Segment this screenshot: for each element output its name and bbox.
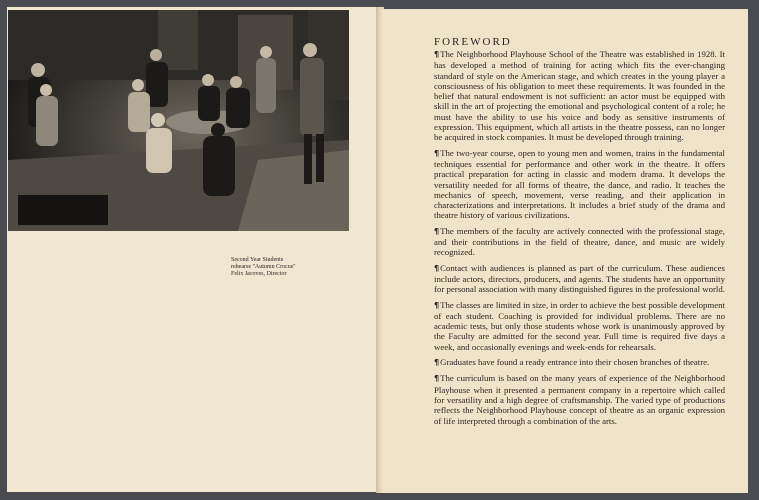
paragraph-text: Graduates have found a ready entrance into their chosen branches of theatre. [440,357,710,368]
paragraph-mark-icon: ¶ [434,300,440,310]
paragraph-text: The two-year course, open to young men and women, trains in the fundamental techniques essential for performance and other work in the theatre. It offers practical preparation for acting in classic and modern drama. It develops the versatility needed for all forms of theatre, the dance, and radio. It teaches the mechanics of speech, movement, verse reading, and their application in characterizations and interpretations. It includes a brief study of the drama and theatre history of various civilizations. [434,147,725,221]
foreword-title: FOREWORD [434,36,512,48]
caption-line: rehearse "Autumn Crocus" [231,264,296,271]
paragraph-mark-icon: ¶ [434,50,440,59]
paragraph-text: The classes are limited in size, in order to achieve the best possible development of each student. Coaching is provided for individual problems. There are no academic tests, but only those students whose work is unanimously approved by the Faculty are admitted for the second year. Full time is required five days a week, and occasionally evenings and week-ends for rehearsals. [434,299,725,352]
rehearsal-photo [8,10,349,231]
foreword-paragraph [434,148,725,221]
paragraph-mark-icon: ¶ [434,374,440,384]
paragraph-mark-icon: ¶ [434,263,440,273]
foreword-paragraph [434,373,725,425]
paragraph-text: The Neighborhood Playhouse School of the Theatre was established in 1928. It has developed a method of training for acting which fits the ever-changing standard of style on the American stage, and which creates in the young player a consciousness of his obligation to meet these requirements. It was founded in the belief that natural endowment is not sufficient: an actor must be equipped with skill in the art of projecting the emotional and psychological content of a role; he must have the ability to use his voice and body as sensitive instruments of expression. This equipment, which all artists in the theatre possess, can no longer be acquired in stock companies. It must be developed through training. [434,49,725,143]
foreword-paragraph [434,263,725,295]
paragraph-text: The curriculum is based on the many years of experience of the Neighborhood Playhouse when it presented a permanent company in a repertoire which called for versatility and a high degree of craftsmanship. The varied type of productions reflects the Neighborhood Playhouse concept of theatre as an organic expression of life interpreted through a combination of the arts. [434,373,725,426]
caption-line: Second Year Students [231,257,284,263]
photo-caption [231,257,296,279]
caption-line: Felix Jacoves, Director [231,271,287,278]
rehearsal-photo-image [8,10,349,231]
foreword-paragraph [434,357,725,368]
foreword-paragraph [434,300,725,352]
paragraph-mark-icon: ¶ [434,148,440,158]
paragraph-text: The members of the faculty are actively connected with the professional stage, and their contributions in the field of theatre, dance, and music are widely recognized. [434,225,725,258]
paragraph-mark-icon: ¶ [434,226,440,236]
foreword-paragraph [434,49,725,143]
paragraph-text: Contact with audiences is planned as part of the curriculum. These audiences include actors, directors, producers, and agents. The students have an opportunity for personal association with many distinguished figures in the professional world. [434,262,725,295]
foreword-paragraph [434,226,725,258]
foreword-body [434,49,725,431]
paragraph-mark-icon: ¶ [434,358,440,368]
